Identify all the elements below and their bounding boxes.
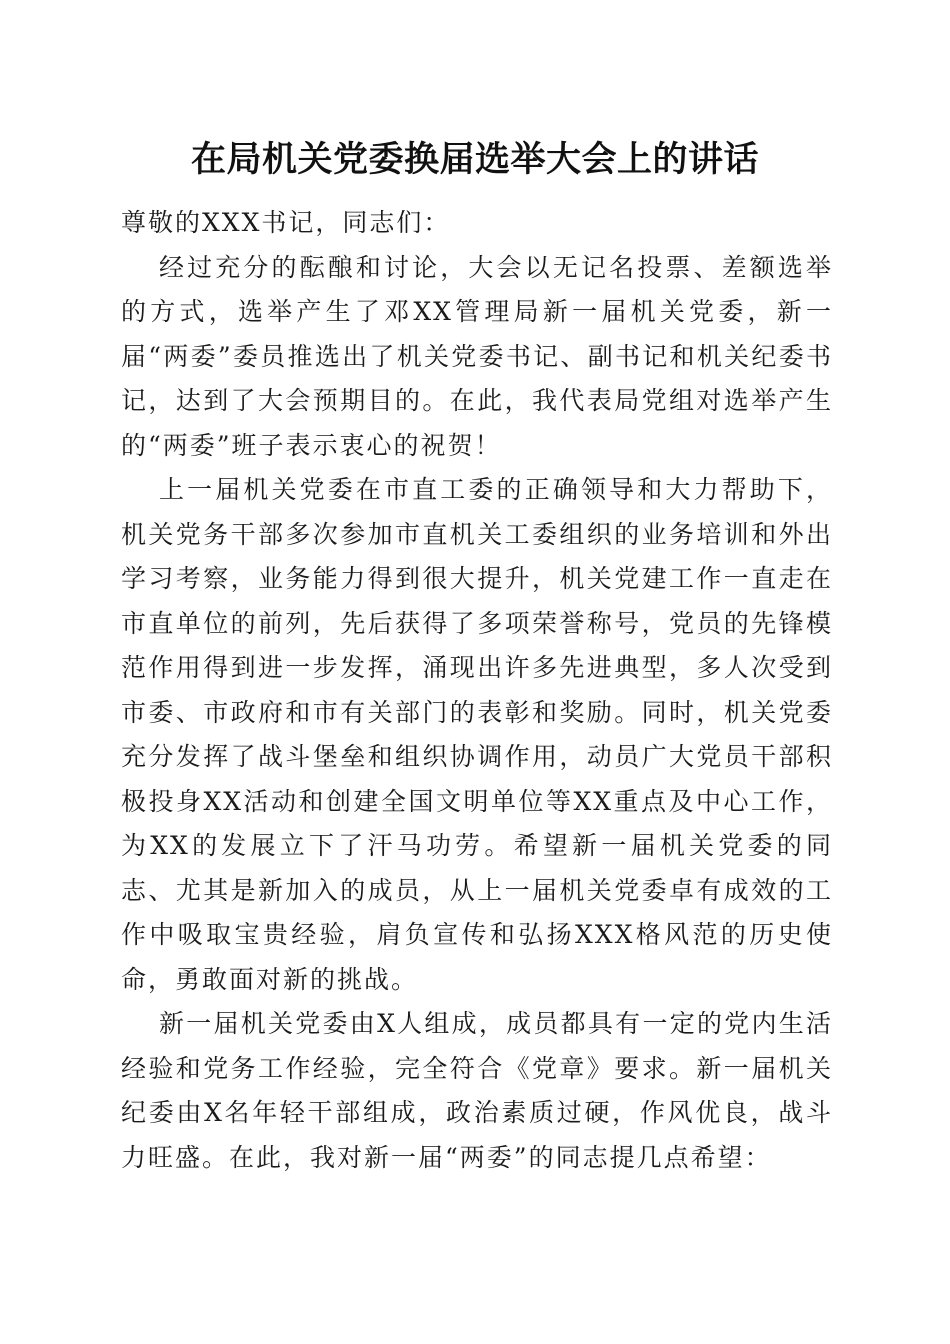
document-body (121, 201, 833, 1180)
salutation: 尊敬的XXX书记，同志们： (121, 208, 451, 237)
paragraph-1: 经过充分的酝酿和讨论，大会以无记名投票、差额选举的方式，选举产生了邓XX管理局新一届机关党委，新一届“两委”委员推选出了机关党委书记、副书记和机关纪委书记，达到了大会预期目的。在此，我代表局党组对选举产生的“两委”班子表示衷心的祝贺！ (121, 252, 833, 460)
document-title: 在局机关党委换届选举大会上的讲话 (190, 139, 759, 180)
paragraph-2: 上一届机关党委在市直工委的正确领导和大力帮助下，机关党务干部多次参加市直机关工委组织的业务培训和外出学习考察，业务能力得到很大提升，机关党建工作一直走在市直单位的前列，先后获得了多项荣誉称号，党员的先锋模范作用得到进一步发挥，涌现出许多先进典型，多人次受到市委、市政府和市有关部门的表彰和奖励。同时，机关党委充分发挥了战斗堡垒和组织协调作用，动员广大党员干部积极投身XX活动和创建全国文明单位等XX重点及中心工作，为XX的发展立下了汗马功劳。希望新一届机关党委的同志、尤其是新加入的成员，从上一届机关党委卓有成效的工作中吸取宝贵经验，肩负宣传和弘扬XXX格风范的历史使命，勇敢面对新的挑战。 (121, 475, 833, 994)
paragraph-3: 新一届机关党委由X人组成，成员都具有一定的党内生活经验和党务工作经验，完全符合《党章》要求。新一届机关纪委由X名年轻干部组成，政治素质过硬，作风优良，战斗力旺盛。在此，我对新一届“两委”的同志提几点希望： (121, 1009, 833, 1172)
